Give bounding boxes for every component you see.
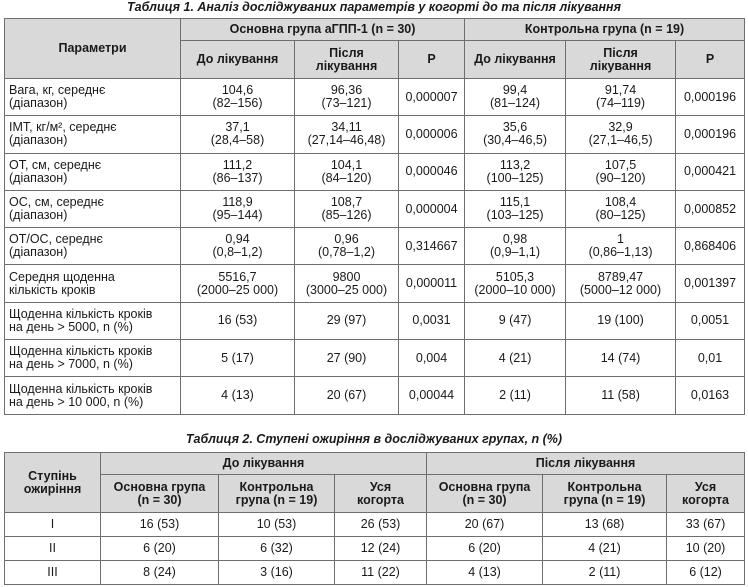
table-cell <box>465 228 566 265</box>
cell-line1: 104,6 <box>221 83 254 98</box>
subheader-main-after <box>427 475 543 513</box>
cell-line1: 115,1 <box>499 195 531 210</box>
table-cell <box>181 153 295 190</box>
cell-line1: 5516,7 <box>218 269 257 284</box>
table-cell <box>181 302 295 339</box>
table-cell <box>181 79 295 116</box>
group-header-main: Основна група аГПП-1 (n = 30) <box>181 19 465 41</box>
stage-cell: I <box>5 513 101 537</box>
table-cell <box>566 265 676 302</box>
table-row <box>5 190 745 227</box>
cell-line1: 4 (13) <box>221 388 254 403</box>
cell-line1: 11 (58) <box>601 388 640 403</box>
subheader-all-line2: когорта <box>357 492 404 507</box>
table-cell: 0,000011 <box>399 265 465 302</box>
table-cell <box>5 377 181 414</box>
cell-line2: (81–124) <box>490 96 541 111</box>
table-cell <box>295 153 399 190</box>
subheader-ctrl-line1: Контрольна <box>567 479 642 494</box>
subheader-all-line1: Уся <box>369 479 392 494</box>
cell-line2: (0,8–1,2) <box>212 245 263 260</box>
cell-line2: (діапазон) <box>9 133 68 148</box>
cell-line1: 0,96 <box>334 232 359 247</box>
table-row <box>5 153 745 190</box>
cell-line1: Щоденна кількість кроків <box>9 344 153 359</box>
cell-line2: (27,14–46,48) <box>307 133 386 148</box>
table-cell: 2 (11) <box>543 561 667 585</box>
table-cell: 0,000196 <box>676 79 745 116</box>
table-cell: 0,000007 <box>399 79 465 116</box>
table-cell <box>566 228 676 265</box>
table-cell <box>181 116 295 153</box>
table-cell: 0,000421 <box>676 153 745 190</box>
subheader-after <box>295 41 399 79</box>
cell-line2: (30,4–46,5) <box>483 133 547 148</box>
cell-line2: (3000–25 000) <box>305 282 388 297</box>
subheader-ctrl-line2: група (n = 19) <box>235 492 318 507</box>
cell-line2: (84–120) <box>321 170 372 185</box>
cell-line2: (0,9–1,1) <box>490 245 541 260</box>
cell-line2: (73–121) <box>321 96 372 111</box>
cell-line2: (27,1–46,5) <box>588 133 653 148</box>
table-cell <box>295 116 399 153</box>
table-cell: 4 (13) <box>427 561 543 585</box>
table-cell: 13 (68) <box>543 513 667 537</box>
table-cell: 16 (53) <box>101 513 219 537</box>
cell-line2: (100–125) <box>486 170 544 185</box>
cell-line2: на день > 7000, n (%) <box>9 357 133 372</box>
cell-line1: 108,7 <box>330 195 363 210</box>
table-cell <box>465 190 566 227</box>
cell-line1: 27 (90) <box>326 350 367 365</box>
cell-line1: 14 (74) <box>600 350 641 365</box>
stage-header-line1: Ступінь <box>28 468 77 483</box>
stage-cell: II <box>5 537 101 561</box>
table-cell: 6 (20) <box>427 537 543 561</box>
col-header-stage <box>5 453 101 513</box>
cell-line2: (86–137) <box>212 170 263 185</box>
table-cell <box>566 302 676 339</box>
subheader-all-line2: когорта <box>682 492 729 507</box>
table-cell: 0,01 <box>676 340 745 377</box>
table2-body <box>5 513 745 585</box>
cell-line1: 108,4 <box>604 195 637 210</box>
group-header-control: Контрольна група (n = 19) <box>465 19 745 41</box>
table-cell <box>566 116 676 153</box>
table-cell <box>295 265 399 302</box>
cell-line1: 1 <box>617 232 624 247</box>
table-cell <box>465 340 566 377</box>
table-cell <box>295 302 399 339</box>
cell-line1: 2 (11) <box>499 388 531 403</box>
group-header-after: Після лікування <box>427 453 745 475</box>
subheader-main-line1: Основна група <box>438 479 531 494</box>
cell-line2: на день > 10 000, n (%) <box>9 394 144 409</box>
cell-line2: (85–126) <box>321 208 372 223</box>
group-header-before: До лікування <box>101 453 427 475</box>
table-cell <box>566 190 676 227</box>
subheader-ctrl-line1: Контрольна <box>239 479 314 494</box>
subheader-ctrl-line2: група (n = 19) <box>563 492 646 507</box>
table-cell <box>181 190 295 227</box>
table-cell <box>5 265 181 302</box>
table-cell: 4 (21) <box>543 537 667 561</box>
table-cell <box>181 265 295 302</box>
table-cell: 3 (16) <box>219 561 335 585</box>
table-cell: 0,000852 <box>676 190 745 227</box>
table-cell <box>465 153 566 190</box>
table-cell: 6 (32) <box>219 537 335 561</box>
subheader-p: P <box>676 41 745 79</box>
subheader-p: P <box>399 41 465 79</box>
table-cell <box>295 377 399 414</box>
cell-line1: Середня щоденна <box>9 269 115 284</box>
table-cell <box>465 265 566 302</box>
table-cell <box>5 340 181 377</box>
table-cell: 12 (24) <box>335 537 427 561</box>
table-cell: 10 (53) <box>219 513 335 537</box>
table-cell: 0,001397 <box>676 265 745 302</box>
cell-line1: Щоденна кількість кроків <box>9 306 153 321</box>
cell-line1: 20 (67) <box>326 388 367 403</box>
cell-line2: кількість кроків <box>9 282 96 297</box>
table-row <box>5 302 745 339</box>
table2 <box>4 452 745 585</box>
cell-line1: ІМТ, кг/м², середнє <box>9 120 117 135</box>
table-cell <box>5 153 181 190</box>
cell-line1: 99,4 <box>502 83 528 98</box>
cell-line1: ОТ/ОС, середнє <box>9 232 103 247</box>
table-cell <box>465 377 566 414</box>
cell-line1: 9800 <box>332 269 361 284</box>
cell-line1: 32,9 <box>608 120 633 135</box>
subheader-main-line2: (n = 30) <box>137 492 182 507</box>
subheader-main-line2: (n = 30) <box>462 492 507 507</box>
table-cell: 8 (24) <box>101 561 219 585</box>
table-cell <box>465 302 566 339</box>
table-cell: 0,000006 <box>399 116 465 153</box>
subheader-after <box>566 41 676 79</box>
table-cell: 0,00044 <box>399 377 465 414</box>
cell-line1: 5 (17) <box>221 350 254 365</box>
table1-body <box>5 79 745 415</box>
table-row <box>5 513 745 537</box>
cell-line2: (90–120) <box>595 170 646 185</box>
table-cell: 0,314667 <box>399 228 465 265</box>
cell-line1: 91,74 <box>604 83 637 98</box>
subheader-main-line1: Основна група <box>113 479 206 494</box>
table-cell: 0,004 <box>399 340 465 377</box>
cell-line2: (діапазон) <box>9 96 68 111</box>
cell-line2: (95–144) <box>212 208 263 223</box>
cell-line1: 107,5 <box>604 157 637 172</box>
table-cell <box>181 340 295 377</box>
table-row <box>5 377 745 414</box>
subheader-all-line1: Уся <box>694 479 717 494</box>
table-cell: 11 (22) <box>335 561 427 585</box>
table-cell: 26 (53) <box>335 513 427 537</box>
table-cell: 0,000046 <box>399 153 465 190</box>
table-cell: 0,000196 <box>676 116 745 153</box>
table-cell <box>566 340 676 377</box>
table-cell <box>295 79 399 116</box>
subheader-ctrl-before <box>219 475 335 513</box>
subheader-main-before <box>101 475 219 513</box>
cell-line1: 8789,47 <box>597 269 644 284</box>
cell-line2: (діапазон) <box>9 208 68 223</box>
cell-line1: 96,36 <box>330 83 363 98</box>
cell-line1: 104,1 <box>330 157 363 172</box>
table-cell <box>465 116 566 153</box>
cell-line2: (0,78–1,2) <box>318 245 375 260</box>
table-cell: 33 (67) <box>667 513 745 537</box>
cell-line2: (82–156) <box>212 96 263 111</box>
cell-line1: 16 (53) <box>217 313 258 328</box>
table-cell: 10 (20) <box>667 537 745 561</box>
table1 <box>4 18 745 415</box>
cell-line1: ОТ, см, середнє <box>9 157 102 172</box>
table-cell <box>5 116 181 153</box>
table-row <box>5 561 745 585</box>
table-cell <box>5 302 181 339</box>
col-header-params: Параметри <box>5 19 181 79</box>
table-cell <box>5 190 181 227</box>
cell-line2: (діапазон) <box>9 170 68 185</box>
cell-line2: (2000–10 000) <box>474 282 556 297</box>
cell-line2: (0,86–1,13) <box>588 245 653 260</box>
table2-caption: Таблиця 2. Ступені ожиріння в досліджуваних групах, n (%) <box>185 432 563 446</box>
cell-line2: (80–125) <box>595 208 646 223</box>
table-cell <box>295 340 399 377</box>
table-cell <box>5 79 181 116</box>
cell-line2: (діапазон) <box>9 245 68 260</box>
table-row <box>5 340 745 377</box>
subheader-all-before <box>335 475 427 513</box>
cell-line1: 9 (47) <box>498 313 532 328</box>
table-row <box>5 265 745 302</box>
table-cell: 0,000004 <box>399 190 465 227</box>
stage-header-line2: ожиріння <box>23 481 82 496</box>
cell-line2: (2000–25 000) <box>196 282 279 297</box>
table-cell: 0,868406 <box>676 228 745 265</box>
table-cell: 0,0163 <box>676 377 745 414</box>
table-cell <box>295 228 399 265</box>
cell-line1: 5105,3 <box>495 269 535 284</box>
cell-line1: 19 (100) <box>597 313 644 328</box>
table-row <box>5 228 745 265</box>
subheader-after-line1: Після <box>329 45 364 60</box>
table-row <box>5 537 745 561</box>
stage-cell: III <box>5 561 101 585</box>
subheader-before: До лікування <box>181 41 295 79</box>
table-cell <box>5 228 181 265</box>
table-cell: 6 (20) <box>101 537 219 561</box>
cell-line1: 4 (21) <box>498 350 532 365</box>
table-cell <box>295 190 399 227</box>
cell-line2: (74–119) <box>595 96 646 111</box>
cell-line2: (28,4–58) <box>210 133 265 148</box>
subheader-after-line2: лікування <box>315 58 378 73</box>
cell-line1: 29 (97) <box>326 313 367 328</box>
table-cell: 0,0031 <box>399 302 465 339</box>
cell-line1: 35,6 <box>502 120 528 135</box>
cell-line2: (103–125) <box>486 208 544 223</box>
subheader-ctrl-after <box>543 475 667 513</box>
cell-line1: 111,2 <box>222 157 253 172</box>
cell-line1: 37,1 <box>225 120 250 135</box>
table-cell <box>566 153 676 190</box>
table-cell: 6 (12) <box>667 561 745 585</box>
table1-caption: Таблиця 1. Аналіз досліджуваних параметрів у когорті до та після лікування <box>127 0 621 14</box>
cell-line1: 118,9 <box>222 195 253 210</box>
table-cell <box>566 377 676 414</box>
table-cell: 0,0051 <box>676 302 745 339</box>
cell-line1: 0,94 <box>225 232 250 247</box>
cell-line2: на день > 5000, n (%) <box>9 319 133 334</box>
table-cell <box>181 228 295 265</box>
cell-line1: Вага, кг, середнє <box>9 83 106 98</box>
table-cell: 20 (67) <box>427 513 543 537</box>
subheader-before: До лікування <box>465 41 566 79</box>
cell-line1: 113,2 <box>499 157 531 172</box>
cell-line2: (5000–12 000) <box>579 282 662 297</box>
table-cell <box>181 377 295 414</box>
cell-line1: 34,11 <box>331 120 362 135</box>
cell-line1: Щоденна кількість кроків <box>9 381 153 396</box>
cell-line1: ОС, см, середнє <box>9 195 104 210</box>
subheader-all-after <box>667 475 745 513</box>
table-row <box>5 79 745 116</box>
cell-line1: 0,98 <box>502 232 528 247</box>
subheader-after-line2: лікування <box>589 58 652 73</box>
table-cell <box>465 79 566 116</box>
subheader-after-line1: Після <box>603 45 638 60</box>
table-row <box>5 116 745 153</box>
table-cell <box>566 79 676 116</box>
